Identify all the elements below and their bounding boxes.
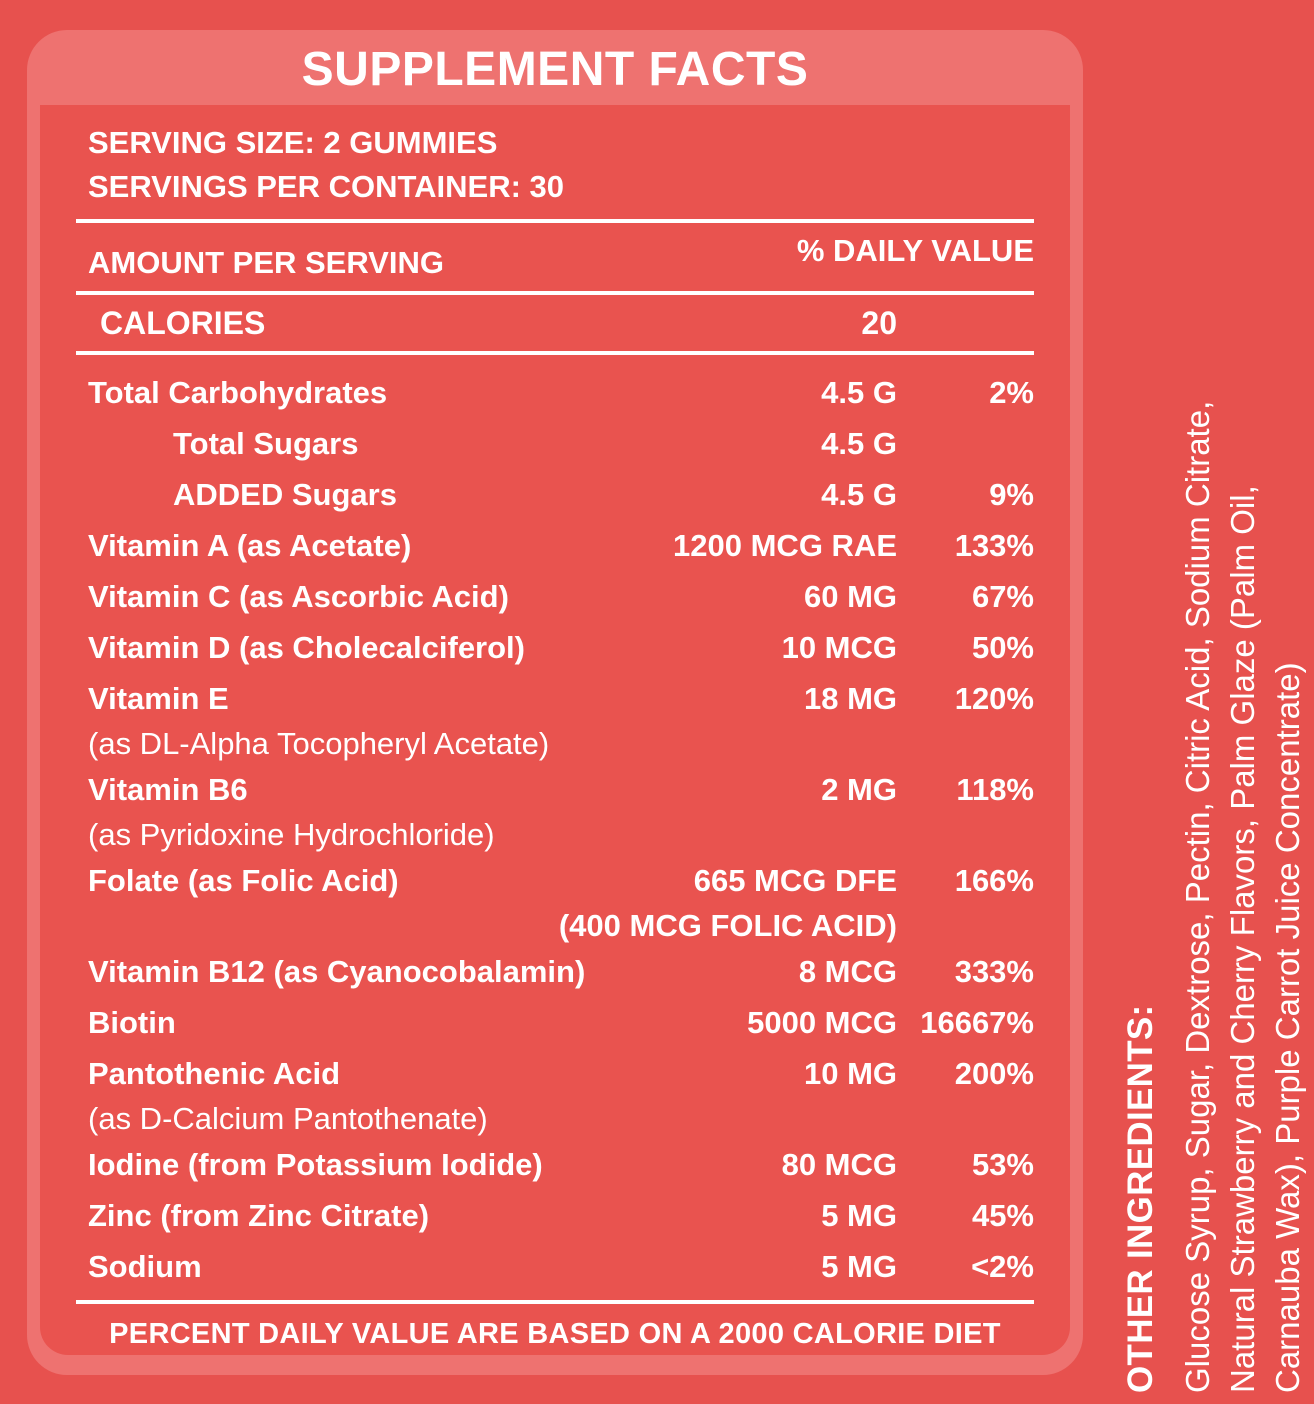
nutrient-name: Vitamin D (as Cholecalciferol) <box>88 629 525 665</box>
nutrient-daily-value: 53% <box>971 1146 1034 1182</box>
table-row-main <box>76 855 1034 906</box>
calories-value: 20 <box>861 304 897 341</box>
card-header <box>27 30 1083 105</box>
table-row-main <box>76 1241 1034 1292</box>
table-row-main <box>76 469 1034 520</box>
table-row-main <box>76 673 1034 724</box>
nutrient-name: Vitamin B6 <box>88 771 248 807</box>
other-ingredients-heading: OTHER INGREDIENTS: <box>1121 1004 1160 1393</box>
nutrient-daily-value: 67% <box>971 578 1034 614</box>
table-row <box>76 367 1034 418</box>
nutrient-name: Pantothenic Acid <box>88 1055 341 1091</box>
nutrient-daily-value: 45% <box>971 1197 1034 1233</box>
table-row <box>76 1139 1034 1190</box>
calories-row <box>76 295 1034 351</box>
table-row-main <box>76 622 1034 673</box>
table-row-main <box>76 520 1034 571</box>
table-row-main <box>76 571 1034 622</box>
nutrient-daily-value: 200% <box>954 1055 1034 1091</box>
facts-panel <box>40 105 1070 1355</box>
nutrient-name: Folate (as Folic Acid) <box>88 862 399 898</box>
nutrient-amount: 2 MG <box>821 771 897 807</box>
nutrient-daily-value: 2% <box>989 374 1034 410</box>
nutrient-amount: 10 MG <box>803 1055 897 1091</box>
nutrient-amount: 665 MCG DFE <box>693 862 897 898</box>
divider <box>76 351 1034 355</box>
nutrient-daily-value: 133% <box>954 527 1034 563</box>
table-row <box>76 469 1034 520</box>
amount-column-header: AMOUNT PER SERVING <box>88 245 444 280</box>
nutrient-name: Vitamin B12 (as Cyanocobalamin) <box>88 953 586 989</box>
table-row-main <box>76 764 1034 815</box>
nutrient-name: Iodine (from Potassium Iodide) <box>88 1146 543 1182</box>
nutrient-amount: 4.5 G <box>821 476 897 512</box>
nutrient-daily-value: <2% <box>971 1248 1034 1284</box>
nutrient-name: Vitamin C (as Ascorbic Acid) <box>88 578 509 614</box>
nutrient-sub-amount: (400 MCG FOLIC ACID) <box>558 908 897 943</box>
page-title: SUPPLEMENT FACTS <box>301 43 809 96</box>
table-row <box>76 1241 1034 1292</box>
table-row <box>76 946 1034 997</box>
column-header-row <box>76 223 1034 291</box>
nutrient-daily-value: 9% <box>989 476 1034 512</box>
nutrient-amount: 80 MCG <box>781 1146 897 1182</box>
nutrient-amount: 5000 MCG <box>747 1004 897 1040</box>
nutrient-amount: 60 MG <box>803 578 897 614</box>
table-row <box>76 1190 1034 1241</box>
table-row-main <box>76 997 1034 1048</box>
other-ingredients-block <box>1118 273 1310 1393</box>
nutrient-daily-value: 16667% <box>920 1004 1034 1040</box>
nutrient-amount: 18 MG <box>803 680 897 716</box>
table-row <box>76 855 1034 946</box>
table-row-main <box>76 1048 1034 1099</box>
nutrient-name: Vitamin A (as Acetate) <box>88 527 412 563</box>
nutrient-name: Biotin <box>88 1004 176 1040</box>
nutrient-daily-value: 333% <box>954 953 1034 989</box>
nutrient-subname: (as Pyridoxine Hydrochloride) <box>88 817 495 852</box>
nutrient-subname: (as D-Calcium Pantothenate) <box>88 1101 488 1136</box>
table-row <box>76 673 1034 764</box>
nutrient-name: Sodium <box>88 1248 202 1284</box>
table-row <box>76 622 1034 673</box>
nutrient-amount: 5 MG <box>821 1197 897 1233</box>
nutrient-daily-value: 50% <box>971 629 1034 665</box>
nutrient-name: Vitamin E <box>88 680 229 716</box>
table-row <box>76 571 1034 622</box>
table-row <box>76 764 1034 855</box>
serving-size-text: SERVING SIZE: 2 GUMMIES <box>88 125 498 160</box>
daily-value-column-header: % DAILY VALUE <box>796 233 1034 268</box>
servings-per-container-text: SERVINGS PER CONTAINER: 30 <box>88 169 565 204</box>
nutrient-amount: 10 MCG <box>781 629 897 665</box>
table-row-main <box>76 1190 1034 1241</box>
nutrient-amount: 4.5 G <box>821 425 897 461</box>
nutrient-name: Total Sugars <box>173 425 359 461</box>
other-ingredients-list <box>1175 273 1310 1393</box>
nutrient-subname: (as DL-Alpha Tocopheryl Acetate) <box>88 726 550 761</box>
table-row-main <box>76 367 1034 418</box>
nutrient-daily-value: 120% <box>954 680 1034 716</box>
nutrient-name: ADDED Sugars <box>173 476 397 512</box>
nutrient-daily-value: 166% <box>954 862 1034 898</box>
calories-label: CALORIES <box>100 304 266 341</box>
table-row-main <box>76 1139 1034 1190</box>
ingredient-line: Glucose Syrup, Sugar, Dextrose, Pectin, Citric Acid, Sodium Citrate, <box>1179 400 1216 1393</box>
table-row-main <box>76 418 1034 469</box>
nutrient-name: Total Carbohydrates <box>88 374 388 410</box>
table-row <box>76 520 1034 571</box>
ingredient-line: Carnauba Wax), Purple Carrot Juice Concentrate) <box>1269 662 1306 1393</box>
nutrient-amount: 8 MCG <box>798 953 897 989</box>
table-row-main <box>76 946 1034 997</box>
nutrient-daily-value: 118% <box>956 771 1034 807</box>
daily-value-footnote: PERCENT DAILY VALUE ARE BASED ON A 2000 CALORIE DIET <box>109 1318 1001 1350</box>
nutrient-amount: 4.5 G <box>821 374 897 410</box>
ingredient-line: Natural Strawberry and Cherry Flavors, Palm Glaze (Palm Oil, <box>1224 485 1261 1393</box>
table-row <box>76 997 1034 1048</box>
nutrient-name: Zinc (from Zinc Citrate) <box>88 1197 430 1233</box>
nutrient-table <box>76 367 1034 1292</box>
table-row <box>76 418 1034 469</box>
supplement-facts-card <box>27 30 1083 1375</box>
nutrient-amount: 1200 MCG RAE <box>673 527 897 563</box>
nutrient-amount: 5 MG <box>821 1248 897 1284</box>
table-row <box>76 1048 1034 1139</box>
